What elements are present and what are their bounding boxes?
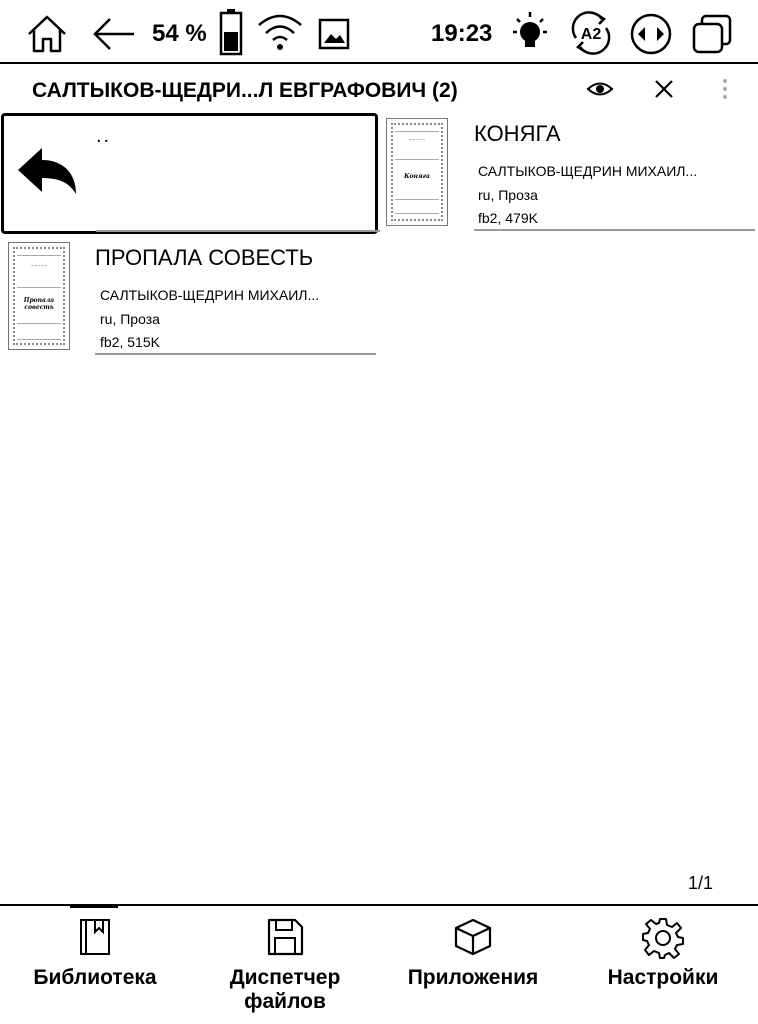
nav-settings[interactable] <box>568 906 758 1024</box>
close-icon[interactable] <box>650 74 678 109</box>
frontlight-icon[interactable] <box>508 10 552 54</box>
book-format-size: fb2, 479K <box>478 210 538 226</box>
book-author: САЛТЫКОВ-ЩЕДРИН МИХАИЛ... <box>478 163 698 179</box>
nav-apps-label: Приложения <box>407 966 539 989</box>
more-menu-icon[interactable] <box>720 74 730 109</box>
status-bar <box>0 0 758 64</box>
clock: 19:23 <box>431 20 493 47</box>
file-manager-icon <box>265 916 305 963</box>
book-format-size: fb2, 515K <box>100 334 160 350</box>
book-author: САЛТЫКОВ-ЩЕДРИН МИХАИЛ... <box>100 287 320 303</box>
active-indicator <box>70 904 118 908</box>
battery-icon <box>219 8 243 56</box>
battery-percent: 54 % <box>152 20 207 47</box>
book-language-genre: ru, Проза <box>100 311 160 327</box>
parent-folder-label: .. <box>96 125 112 147</box>
cover-author: ~~~~~ <box>408 137 426 142</box>
nav-settings-label: Настройки <box>607 966 719 989</box>
image-icon[interactable] <box>318 18 350 50</box>
book-cover[interactable] <box>386 118 448 226</box>
a2-refresh-icon[interactable] <box>568 10 614 56</box>
svg-text:A2: A2 <box>580 26 602 43</box>
back-arrow-icon[interactable] <box>92 16 136 52</box>
divider <box>95 353 376 355</box>
cover-author: ~~~~~ <box>30 263 48 268</box>
divider <box>474 229 755 231</box>
cover-title: Пропала совесть <box>23 297 55 311</box>
wifi-icon[interactable] <box>256 12 304 52</box>
settings-icon <box>641 916 685 965</box>
book-language-genre: ru, Проза <box>478 187 538 203</box>
nav-file-manager-label: Диспетчер файлов <box>229 966 341 1013</box>
folder-title: САЛТЫКОВ-ЩЕДРИ...Л ЕВГРАФОВИЧ (2) <box>32 79 458 102</box>
nav-file-manager[interactable] <box>190 906 380 1024</box>
page-indicator: 1/1 <box>688 873 714 893</box>
library-icon <box>75 916 115 963</box>
book-title[interactable]: КОНЯГА <box>474 121 561 146</box>
parent-folder-item[interactable] <box>1 113 378 234</box>
nav-apps[interactable] <box>378 906 568 1024</box>
book-title[interactable]: ПРОПАЛА СОВЕСТЬ <box>95 245 314 270</box>
nav-library[interactable] <box>0 906 190 1024</box>
cover-title: Коняга <box>404 173 430 180</box>
bottom-navigation <box>0 904 758 1024</box>
apps-icon <box>452 916 494 963</box>
multitask-icon[interactable] <box>690 12 734 56</box>
nav-library-label: Библиотека <box>33 966 157 989</box>
divider <box>96 230 380 232</box>
home-icon[interactable] <box>26 14 68 54</box>
eye-icon[interactable] <box>585 74 615 109</box>
cover-border <box>13 247 65 345</box>
page-turn-icon[interactable] <box>629 12 673 56</box>
book-cover[interactable] <box>8 242 70 350</box>
return-arrow-icon <box>16 144 82 205</box>
folder-header <box>0 66 758 112</box>
